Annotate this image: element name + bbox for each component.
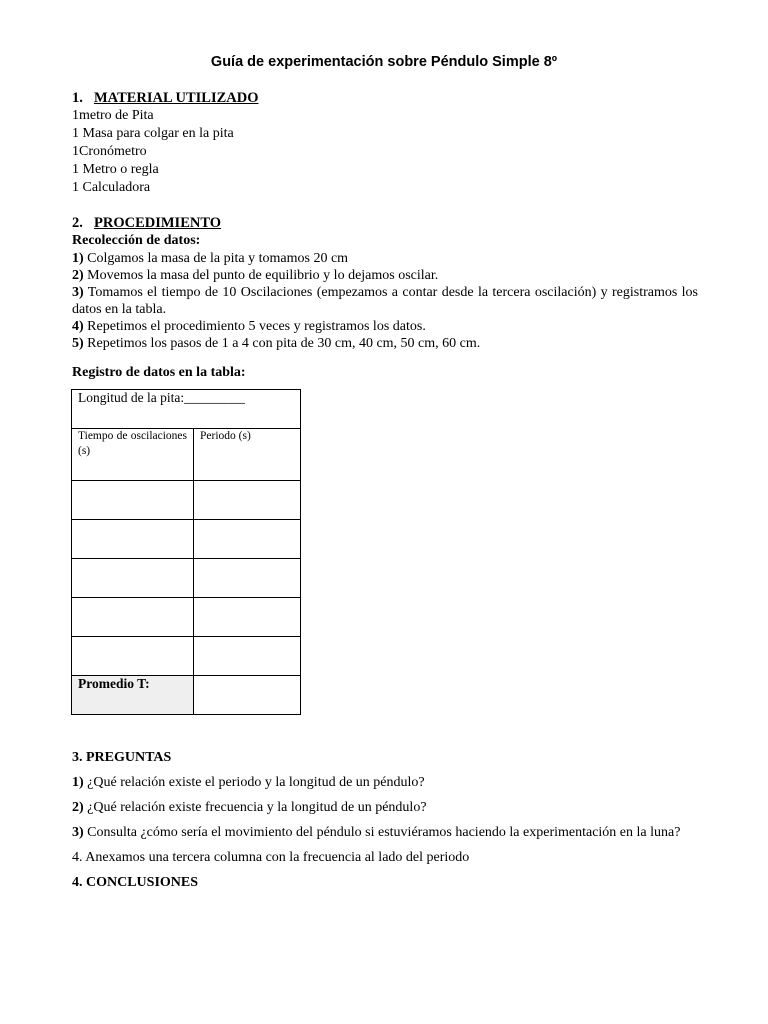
time-cell[interactable] xyxy=(72,637,194,676)
header-period: Periodo (s) xyxy=(194,429,301,481)
table-row xyxy=(72,520,301,559)
material-item: 1 Metro o regla xyxy=(72,162,159,177)
procedure-step: 5) Repetimos los pasos de 1 a 4 con pita de 30 cm, 40 cm, 50 cm, 60 cm. xyxy=(72,336,481,351)
average-row xyxy=(72,676,301,715)
procedure-subheading: Recolección de datos: xyxy=(72,233,201,248)
period-cell[interactable] xyxy=(194,520,301,559)
procedure-heading xyxy=(72,214,698,232)
period-cell[interactable] xyxy=(194,598,301,637)
length-cell: Longitud de la pita:_________ xyxy=(72,390,301,429)
section-procedure xyxy=(72,214,698,352)
table-row xyxy=(72,481,301,520)
table-title: Registro de datos en la tabla: xyxy=(72,365,246,380)
procedure-step: 1) Colgamos la masa de la pita y tomamos 20 cm xyxy=(72,251,349,266)
material-item: 1Cronómetro xyxy=(72,144,147,159)
length-row xyxy=(72,390,301,429)
material-item: 1 Calculadora xyxy=(72,180,151,195)
page-title: Guía de experimentación sobre Péndulo Simple 8º xyxy=(210,54,558,70)
conclusions-heading: 4. CONCLUSIONES xyxy=(72,875,199,890)
average-cell[interactable] xyxy=(194,676,301,715)
table-row xyxy=(72,637,301,676)
table-row xyxy=(72,598,301,637)
period-cell[interactable] xyxy=(194,559,301,598)
questions-heading: 3. PREGUNTAS xyxy=(72,750,172,765)
material-item: 1 Masa para colgar en la pita xyxy=(72,126,234,141)
period-cell[interactable] xyxy=(194,637,301,676)
header-time: Tiempo de oscilaciones (s) xyxy=(72,429,194,481)
material-item: 1metro de Pita xyxy=(72,108,154,123)
section-questions xyxy=(72,749,698,899)
procedure-step: 3) Tomamos el tiempo de 10 Oscilaciones (empezamos a contar desde la tercera oscilación) y registramos los datos en la tabla. xyxy=(72,285,698,317)
question-extra: 4. Anexamos una tercera columna con la frecuencia al lado del periodo xyxy=(72,850,470,865)
table-header-row xyxy=(72,429,301,481)
materials-title: MATERIAL UTILIZADO xyxy=(94,90,259,106)
procedure-title: PROCEDIMIENTO xyxy=(94,215,222,231)
procedure-step: 4) Repetimos el procedimiento 5 veces y registramos los datos. xyxy=(72,319,426,334)
materials-heading xyxy=(72,89,698,107)
table-row xyxy=(72,559,301,598)
procedure-step: 2) Movemos la masa del punto de equilibrio y lo dejamos oscilar. xyxy=(72,268,439,283)
data-table xyxy=(71,389,301,715)
question-item: 1) ¿Qué relación existe el periodo y la longitud de un péndulo? xyxy=(72,775,425,790)
average-label: Promedio T: xyxy=(72,676,194,715)
section-materials xyxy=(72,89,698,197)
procedure-number: 2. xyxy=(72,215,83,231)
question-item: 3) Consulta ¿cómo sería el movimiento del péndulo si estuviéramos haciendo la experimentación en la luna? xyxy=(72,825,681,840)
question-item: 2) ¿Qué relación existe frecuencia y la longitud de un péndulo? xyxy=(72,800,427,815)
time-cell[interactable] xyxy=(72,481,194,520)
time-cell[interactable] xyxy=(72,598,194,637)
time-cell[interactable] xyxy=(72,520,194,559)
materials-number: 1. xyxy=(72,90,83,106)
period-cell[interactable] xyxy=(194,481,301,520)
time-cell[interactable] xyxy=(72,559,194,598)
